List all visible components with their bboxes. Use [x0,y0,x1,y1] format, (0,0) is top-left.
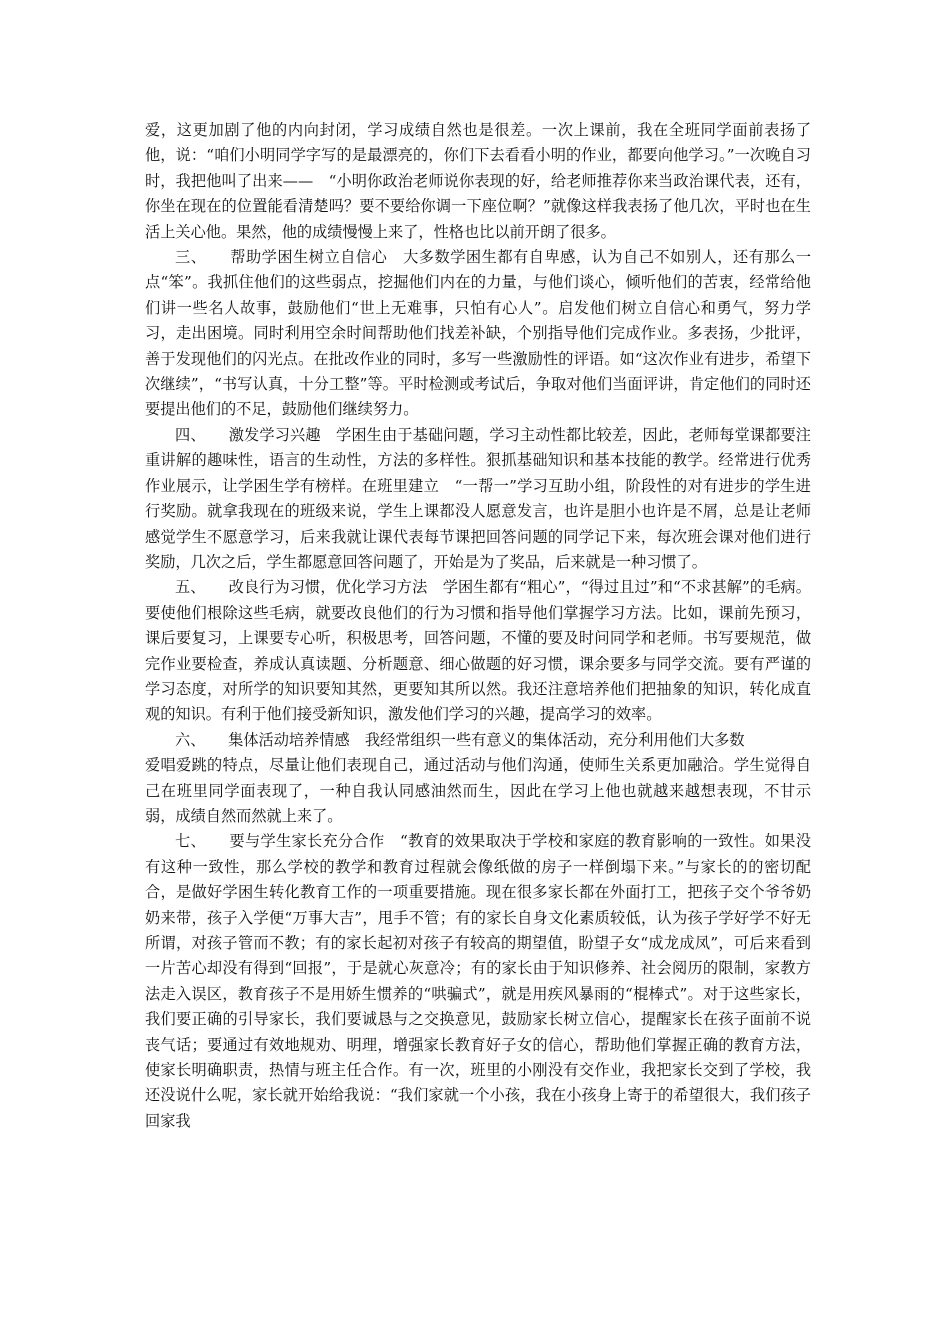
paragraph-praise-xiaoming [145,118,811,245]
section-heading: 七、 要与学生家长充分合作 [175,832,401,851]
document-page [145,118,811,1134]
section-heading: 三、 帮助学困生树立自信心 [175,248,404,267]
paragraph-section-4 [145,423,811,575]
paragraph-section-7 [145,829,811,1134]
section-heading: 六、 集体活动培养情感 [175,730,365,749]
paragraph-text: 我经常组织一些有意义的集体活动，充分利用他们大多数 [364,730,745,749]
paragraph-section-5 [145,575,811,727]
paragraph-text: 爱，这更加剧了他的内向封闭，学习成绩自然也是很差。一次上课前，我在全班同学面前表扬了他，说：“咱们小明同学字写的是最漂亮的，你们下去看看小明的作业，都要向他学习。”一次晚自习时，我把他叫了出来—— “小明你政治老师说你表现的好，给老师推荐你来当政治课代表，还有，你坐在现在的位置能看清楚吗？要不要给你调一下座位啊？”就像这样我表扬了他几次，平时也在生活上关心他。果然，他的成绩慢慢上来了，性格也比以前开朗了很多。 [145,121,811,241]
paragraph-text: 学困生都有“粗心”，“得过且过”和“不求甚解”的毛病。要使他们根除这些毛病，就要改良他们的行为习惯和指导他们掌握学习方法。比如，课前先预习，课后要复习，上课要专心听，积极思考，回答问题，不懂的要及时问同学和老师。书写要规范，做完作业要检查，养成认真读题、分析题意、细心做题的好习惯，课余要多与同学交流。要有严谨的学习态度，对所学的知识要知其然，更要知其所以然。我还注意培养他们把抽象的知识，转化成直观的知识。有利于他们接受新知识，激发他们学习的兴趣，提高学习的效率。 [145,578,811,724]
paragraph-section-3 [145,245,811,423]
paragraph-text: 爱唱爱跳的特点，尽量让他们表现自己，通过活动与他们沟通，使师生关系更加融洽。学生觉得自己在班里同学面表现了，一种自我认同感油然而生，因此在学习上他也就越来越想表现，不甘示弱，成绩自然而然就上来了。 [145,756,811,825]
section-heading: 四、 激发学习兴趣 [175,425,336,444]
paragraph-text: “教育的效果取决于学校和家庭的教育影响的一致性。如果没有这种一致性，那么学校的教学和教育过程就会像纸做的房子一样倒塌下来。”与家长的的密切配合，是做好学困生转化教育工作的一项重要措施。现在很多家长都在外面打工，把孩子交个爷爷奶奶来带，孩子入学便“万事大吉”，甩手不管；有的家长自身文化素质较低，认为孩子学好学不好无所谓，对孩子管而不教；有的家长起初对孩子有较高的期望值，盼望子女“成龙成凤”，可后来看到一片苦心却没有得到“回报”，于是就心灰意冷；有的家长由于知识修养、社会阅历的限制，家教方法走入误区，教育孩子不是用娇生惯养的“哄骗式”，就是用疾风暴雨的“棍棒式”。对于这些家长，我们要正确的引导家长，我们要诚恳与之交换意见，鼓励家长树立信心，提醒家长在孩子面前不说丧气话；要通过有效地规劝、明理，增强家长教育好子女的信心，帮助他们掌握正确的教育方法，使家长明确职责，热情与班主任合作。有一次，班里的小刚没有交作业，我把家长交到了学校，我还没说什么呢，家长就开始给我说：“我们家就一个小孩，我在小孩身上寄于的希望很大，我们孩子回家我 [145,832,812,1130]
section-heading: 五、 改良行为习惯，优化学习方法 [175,578,443,597]
paragraph-text: 学困生由于基础问题，学习主动性都比较差，因此，老师每堂课都要注重讲解的趣味性，语言的生动性，方法的多样性。狠抓基础知识和基本技能的教学。经常进行优秀作业展示，让学困生学有榜样。在班里建立 “一帮一”学习互助小组，阶段性的对有进步的学生进行奖励。就拿我现在的班级来说，学生上课都没人愿意发言，也许是胆小也许是不屑，总是让老师感觉学生不愿意学习，后来我就让课代表每节课把回答问题的同学记下来，每次班会课对他们进行奖励，几次之后，学生都愿意回答问题了，开始是为了奖品，后来就是一种习惯了。 [145,425,811,571]
paragraph-section-6-continued [145,753,811,829]
paragraph-section-6 [145,728,811,753]
paragraph-text: 大多数学困生都有自卑感，认为自己不如别人，还有那么一点“笨”。我抓住他们的这些弱点，挖掘他们内在的力量，与他们谈心，倾听他们的苦衷，经常给他们讲一些名人故事，鼓励他们“世上无难事，只怕有心人”。启发他们树立自信心和勇气，努力学习，走出困境。同时利用空余时间帮助他们找差补缺，个别指导他们完成作业。多表扬，少批评，善于发现他们的闪光点。在批改作业的同时，多写一些激励性的评语。如“这次作业有进步，希望下次继续”，“书写认真，十分工整”等。平时检测或考试后，争取对他们当面评讲，肯定他们的同时还要提出他们的不足，鼓励他们继续努力。 [145,248,812,419]
